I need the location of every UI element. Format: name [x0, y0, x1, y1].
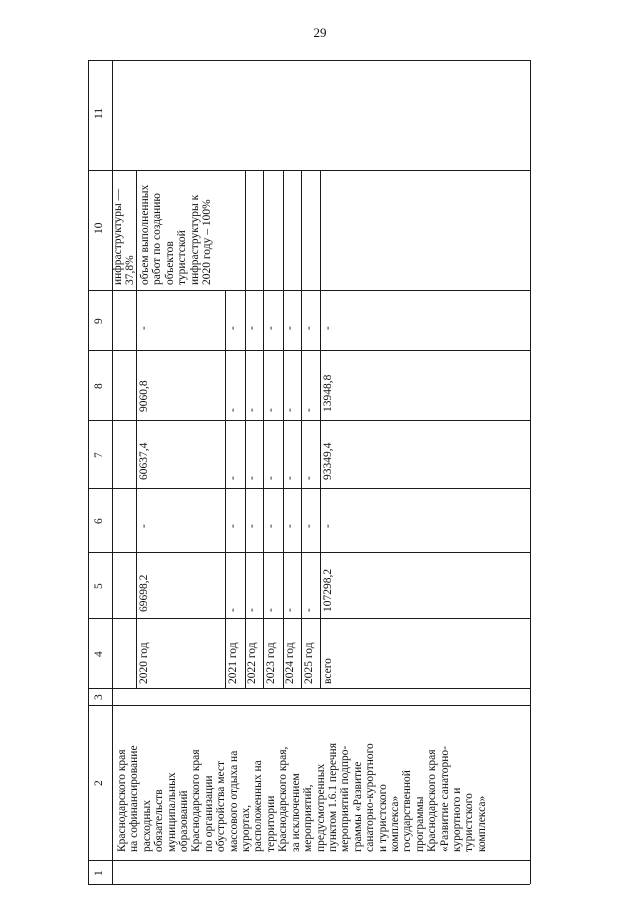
- value-cell: -: [284, 476, 296, 480]
- value-cell: 107298,2: [322, 568, 334, 612]
- program-description-text-line: территории: [264, 795, 277, 852]
- program-description-text-line: граммы «Развитие: [351, 761, 364, 852]
- row-separator: [136, 290, 137, 688]
- program-description-text-line: курортах,: [240, 804, 253, 852]
- row-separator: [320, 290, 321, 688]
- value-cell: -: [265, 476, 277, 480]
- value-cell: -: [138, 326, 150, 330]
- value-cell: -: [284, 608, 296, 612]
- indicator-text-line: работ по созданию: [151, 192, 164, 285]
- value-cell: -: [303, 524, 315, 528]
- header-row-separator: [112, 60, 113, 884]
- row-separator: [283, 170, 284, 290]
- indicator-text-line: инфраструктуры к: [188, 194, 201, 285]
- row-separator: [263, 170, 264, 290]
- indicator-text-continued: [112, 189, 137, 285]
- value-cell: -: [322, 326, 334, 330]
- program-description-text-line: расходных: [140, 799, 153, 852]
- value-cell: -: [303, 608, 315, 612]
- row-separator: [301, 170, 302, 290]
- column-number-header: 5: [93, 583, 105, 589]
- page-number: 29: [313, 25, 327, 40]
- value-cell: -: [246, 608, 258, 612]
- program-description-text-line: на софинансирование: [128, 745, 141, 852]
- value-cell: -: [227, 524, 239, 528]
- program-description-text-line: программы: [413, 796, 426, 852]
- row-separator: [301, 290, 302, 688]
- indicator-text: [139, 185, 213, 285]
- period-cell: 2025 год: [303, 642, 315, 684]
- table-border: [530, 60, 531, 884]
- value-cell: 13948,8: [322, 374, 334, 412]
- column-separator: [88, 860, 530, 861]
- program-description-text-line: государственной: [401, 770, 414, 852]
- table-border: [88, 60, 89, 884]
- column-number-header: 9: [93, 318, 105, 324]
- program-description-text: [116, 743, 488, 852]
- program-description-text-line: расположенных на: [252, 760, 265, 852]
- row-separator: [245, 290, 246, 688]
- value-cell: -: [265, 408, 277, 412]
- program-description-text-line: и туристского: [376, 784, 389, 852]
- row-separator: [245, 170, 246, 290]
- value-cell: -: [265, 524, 277, 528]
- period-cell: 2022 год: [246, 642, 258, 684]
- column-number-header: 11: [93, 107, 105, 119]
- row-separator: [225, 290, 226, 688]
- period-cell: всего: [322, 658, 334, 684]
- indicator-text-line: объектов: [163, 241, 176, 285]
- value-cell: -: [322, 524, 334, 528]
- program-description-text-line: комплекса»: [388, 795, 401, 852]
- program-description-text-line: пунктом 1.6.1 перечня: [326, 743, 339, 852]
- row-separator: [283, 290, 284, 688]
- value-cell: -: [265, 326, 277, 330]
- column-separator: [88, 688, 530, 689]
- table-border: [88, 884, 530, 885]
- indicator-text-continued-line: 37,8%: [124, 255, 137, 285]
- value-cell: -: [138, 524, 150, 528]
- value-cell: -: [265, 608, 277, 612]
- indicator-text-continued-line: инфраструктуры —: [112, 188, 124, 285]
- value-cell: -: [303, 408, 315, 412]
- value-cell: -: [284, 326, 296, 330]
- program-description-text-line: санаторно-курортного: [364, 743, 377, 852]
- program-description-text-line: Краснодарского края: [190, 749, 203, 852]
- program-description-text-line: образований: [178, 790, 191, 852]
- program-description-text-line: комплекса»: [475, 795, 488, 852]
- program-description-text-line: муниципальных: [165, 772, 178, 852]
- program-description-text-line: обустройства мест: [215, 760, 228, 852]
- row-separator: [320, 170, 321, 290]
- column-separator: [88, 420, 530, 421]
- value-cell: -: [227, 476, 239, 480]
- value-cell: 9060,8: [138, 380, 150, 412]
- period-cell: 2020 год: [138, 642, 150, 684]
- program-description-text-line: курортного и: [450, 787, 463, 852]
- table-border: [88, 60, 530, 61]
- period-cell: 2021 год: [227, 642, 239, 684]
- row-separator: [263, 290, 264, 688]
- program-description-text-line: за исключением: [289, 773, 302, 852]
- program-description-text-line: массового отдыха на: [227, 750, 240, 852]
- period-cell: 2024 год: [284, 642, 296, 684]
- value-cell: -: [246, 326, 258, 330]
- program-description-text-line: по организации: [202, 775, 215, 852]
- column-separator: [88, 552, 530, 553]
- value-cell: -: [284, 408, 296, 412]
- program-description-text-line: Краснодарского края,: [277, 746, 290, 852]
- value-cell: -: [227, 326, 239, 330]
- period-cell: 2023 год: [265, 642, 277, 684]
- column-number-header: 4: [93, 651, 105, 657]
- column-number-header: 7: [93, 452, 105, 458]
- value-cell: -: [303, 476, 315, 480]
- value-cell: -: [246, 408, 258, 412]
- value-cell: 93349,4: [322, 442, 334, 480]
- column-separator: [88, 618, 530, 619]
- program-description-text-line: Краснодарского края: [116, 749, 128, 852]
- value-cell: -: [303, 326, 315, 330]
- indicator-text-line: 2020 году – 100%: [201, 199, 214, 285]
- value-cell: 69698,2: [138, 574, 150, 612]
- column-number-header: 3: [93, 694, 105, 700]
- program-description-text-line: «Развитие санаторно-: [438, 746, 451, 852]
- column-number-header: 1: [93, 870, 105, 876]
- column-number-header: 8: [93, 383, 105, 389]
- program-description-text-line: обязательств: [153, 789, 166, 852]
- column-separator: [88, 290, 530, 291]
- column-separator: [88, 350, 530, 351]
- value-cell: -: [246, 524, 258, 528]
- program-description-text-line: мероприятий,: [302, 784, 315, 852]
- program-description-text-line: туристского: [463, 793, 476, 852]
- indicator-text-line: объем выполненных: [139, 184, 151, 285]
- value-cell: -: [246, 476, 258, 480]
- column-separator: [88, 170, 530, 171]
- value-cell: -: [227, 608, 239, 612]
- program-description-text-line: предусмотренных: [314, 763, 327, 852]
- column-number-header: 10: [93, 222, 105, 234]
- program-description-text-line: Краснодарского края: [426, 749, 439, 852]
- column-number-header: 6: [93, 518, 105, 524]
- column-separator: [88, 705, 530, 706]
- column-number-header: 2: [93, 780, 105, 786]
- column-separator: [88, 488, 530, 489]
- value-cell: -: [227, 408, 239, 412]
- program-description-text-line: мероприятий подпро-: [339, 745, 352, 852]
- value-cell: -: [284, 524, 296, 528]
- value-cell: 60637,4: [138, 442, 150, 480]
- indicator-text-line: туристской: [176, 230, 189, 285]
